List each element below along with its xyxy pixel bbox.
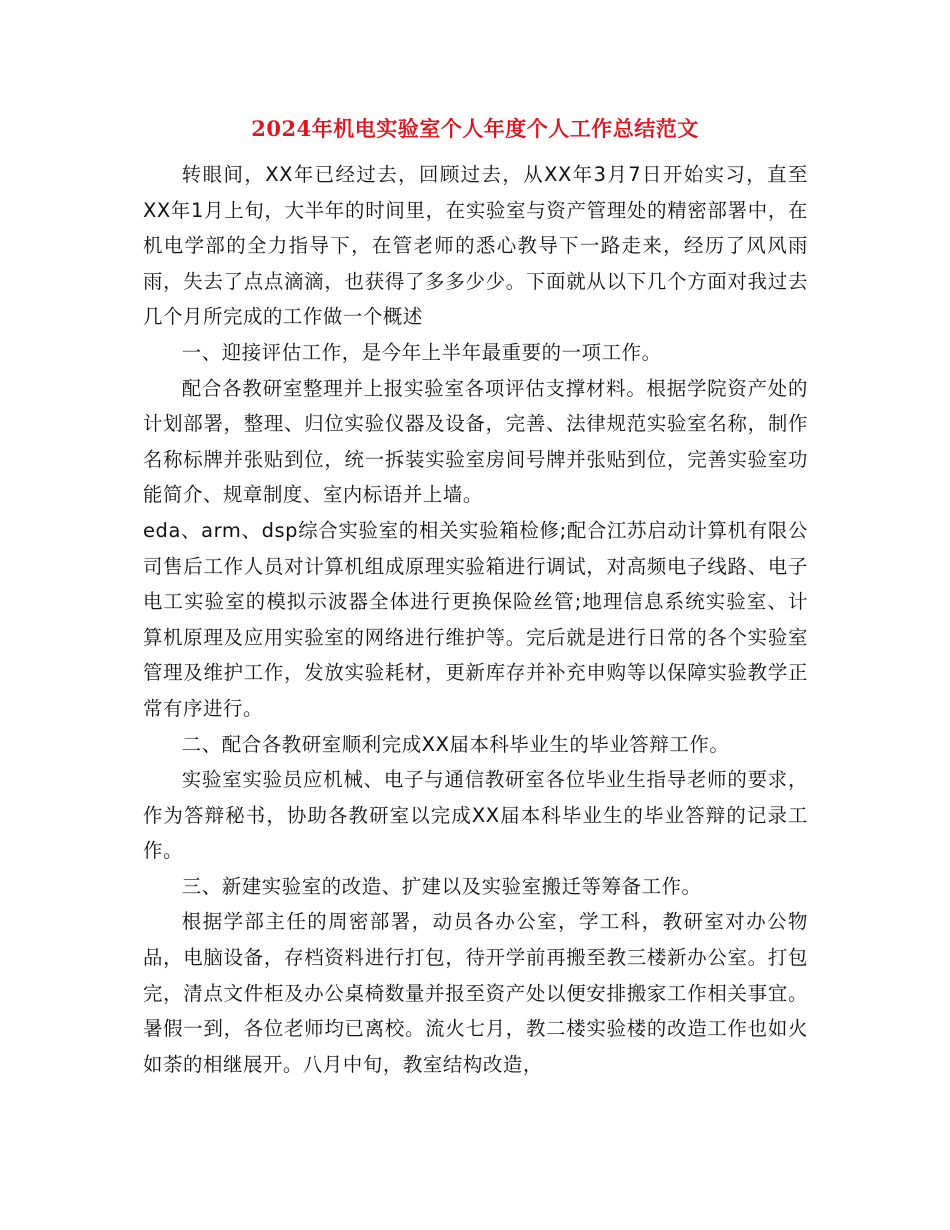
paragraph-lab-maintenance: eda、arm、dsp综合实验室的相关实验箱检修;配合江苏启动计算机有限公司售后工作人员对计算机组成原理实验箱进行调试，对高频电子线路、电子电工实验室的模拟示波器全体进行更换保险丝管;地理信息系统实验室、计算机原理及应用实验室的网络进行维护等。完后就是进行日常的各个实验室管理及维护工作，发放实验耗材，更新库存并补充申购等以保障实验教学正常有序进行。 bbox=[143, 518, 808, 720]
document-title: 2024年机电实验室个人年度个人工作总结范文 bbox=[251, 116, 699, 141]
section-heading-1: 一、迎接评估工作，是今年上半年最重要的一项工作。 bbox=[181, 340, 662, 364]
paragraph-section-3: 根据学部主任的周密部署，动员各办公室，学工科，教研室对办公物品，电脑设备，存档资料进行打包，待开学前再搬至教三楼新办公室。打包完，清点文件柜及办公桌椅数量并报至资产处以便安排搬家工作相关事宜。暑假一到，各位老师均已离校。流火七月，教二楼实验楼的改造工作也如火如荼的相继展开。八月中旬，教室结构改造， bbox=[143, 910, 808, 1076]
section-heading-2: 二、配合各教研室顺利完成XX届本科毕业生的毕业答辩工作。 bbox=[181, 732, 730, 756]
paragraph-section-2: 实验室实验员应机械、电子与通信教研室各位毕业生指导老师的要求，作为答辩秘书，协助各教研室以完成XX届本科毕业生的毕业答辩的记录工作。 bbox=[143, 768, 808, 863]
document-body bbox=[143, 157, 808, 1082]
paragraph-section-1: 配合各教研室整理并上报实验室各项评估支撑材料。根据学院资产处的计划部署，整理、归位实验仪器及设备，完善、法律规范实验室名称，制作名称标牌并张贴到位，统一拆装实验室房间号牌并张贴到位，完善实验室功能简介、规章制度、室内标语并上墙。 bbox=[143, 376, 808, 507]
paragraph-intro: 转眼间，XX年已经过去，回顾过去，从XX年3月7日开始实习，直至XX年1月上旬，大半年的时间里，在实验室与资产管理处的精密部署中，在机电学部的全力指导下，在管老师的悉心教导下一路走来，经历了风风雨雨，失去了点点滴滴，也获得了多多少少。下面就从以下几个方面对我过去几个月所完成的工作做一个概述 bbox=[143, 163, 808, 329]
section-heading-3: 三、新建实验室的改造、扩建以及实验室搬迁等筹备工作。 bbox=[181, 874, 702, 898]
